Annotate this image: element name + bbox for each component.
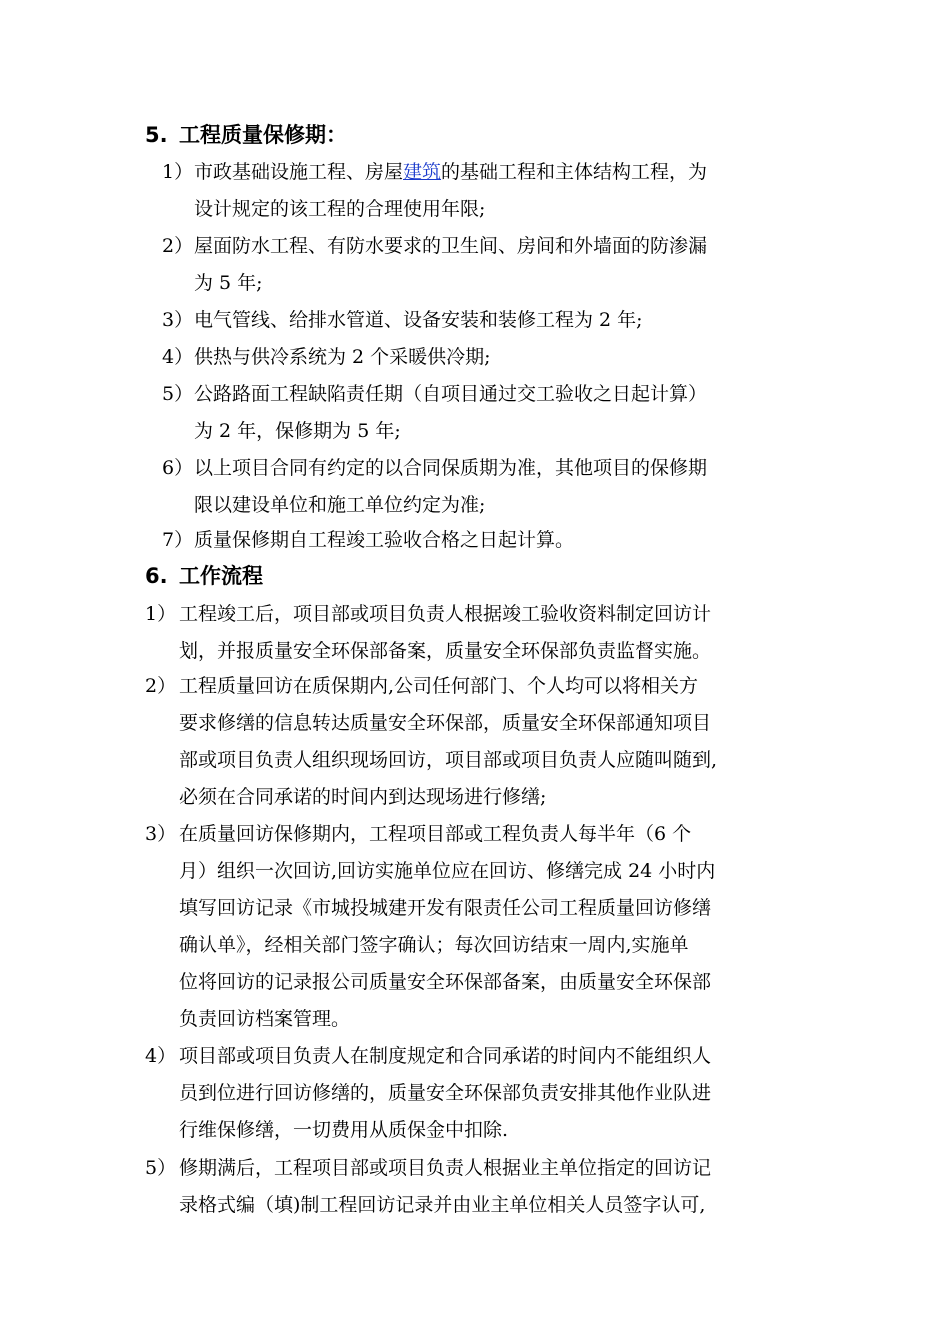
list-item-line: 工程竣工后，项目部或项目负责人根据竣工验收资料制定回访计 — [179, 603, 712, 625]
list-item-marker: 4） — [162, 346, 194, 368]
list-item-line: 确认单》，经相关部门签字确认；每次回访结束一周内,实施单 — [179, 934, 689, 956]
list-item — [145, 668, 717, 816]
list-item-line: 行维保修缮，一切费用从质保金中扣除. — [179, 1119, 509, 1141]
list-item — [162, 450, 707, 524]
list-item-line: 工程质量回访在质保期内,公司任何部门、个人均可以将相关方 — [179, 675, 699, 697]
list-item-line: 为 5 年; — [194, 272, 263, 294]
list-item-line: 以上项目合同有约定的以合同保质期为准，其他项目的保修期 — [194, 457, 708, 479]
list-item — [162, 154, 707, 228]
building-link[interactable]: 建筑 — [403, 161, 442, 183]
list-item-marker: 5） — [162, 383, 194, 405]
list-item-line: 质量保修期自工程竣工验收合格之日起计算。 — [194, 529, 575, 551]
list-item-line: 电气管线、给排水管道、设备安装和装修工程为 2 年; — [194, 309, 643, 331]
list-item-line: 要求修缮的信息转达质量安全环保部，质量安全环保部通知项目 — [179, 712, 712, 734]
list-item-marker: 6） — [162, 457, 194, 479]
list-item-line: 必须在合同承诺的时间内到达现场进行修缮; — [179, 786, 547, 808]
list-item — [162, 376, 707, 450]
list-item-marker: 4） — [145, 1045, 177, 1067]
list-item-line: 公路路面工程缺陷责任期（自项目通过交工验收之日起计算） — [194, 383, 708, 405]
list-item-marker: 3） — [145, 823, 177, 845]
list-item-marker: 1） — [162, 161, 194, 183]
section-6-number: 6. — [145, 564, 168, 588]
list-item — [145, 1150, 711, 1224]
list-item-marker: 5） — [145, 1157, 177, 1179]
list-item — [145, 816, 715, 1038]
list-item — [145, 596, 711, 670]
list-item-line: 屋面防水工程、有防水要求的卫生间、房间和外墙面的防渗漏 — [194, 235, 708, 257]
list-item-line: 修期满后，工程项目部或项目负责人根据业主单位指定的回访记 — [179, 1157, 712, 1179]
list-item — [162, 302, 643, 339]
list-item-line: 项目部或项目负责人在制度规定和合同承诺的时间内不能组织人 — [179, 1045, 712, 1067]
list-item-line: 供热与供冷系统为 2 个采暖供冷期; — [194, 346, 491, 368]
list-item-line: 在质量回访保修期内，工程项目部或工程负责人每半年（6 个 — [179, 823, 692, 845]
list-item-line: 部或项目负责人组织现场回访，项目部或项目负责人应随叫随到, — [179, 749, 718, 771]
section-6-title: 工作流程 — [179, 564, 263, 588]
section-6-heading — [145, 562, 263, 590]
list-item-line: 员到位进行回访修缮的，质量安全环保部负责安排其他作业队进 — [179, 1082, 712, 1104]
list-item-marker: 7） — [162, 529, 194, 551]
section-5-title: 工程质量保修期： — [179, 123, 347, 147]
list-item — [162, 522, 574, 559]
list-item-marker: 3） — [162, 309, 194, 331]
list-item-line: 划，并报质量安全环保部备案，质量安全环保部负责监督实施。 — [179, 640, 712, 662]
list-item-line: 位将回访的记录报公司质量安全环保部备案，由质量安全环保部 — [179, 971, 712, 993]
list-item-marker: 1） — [145, 603, 177, 625]
section-5-heading — [145, 121, 347, 149]
list-item-line: 限以建设单位和施工单位约定为准; — [194, 494, 486, 516]
list-item — [162, 228, 707, 302]
list-item-line: 录格式编（填)制工程回访记录并由业主单位相关人员签字认可, — [179, 1194, 706, 1216]
list-item-line: 为 2 年，保修期为 5 年; — [194, 420, 401, 442]
list-item-line: 月）组织一次回访,回访实施单位应在回访、修缮完成 24 小时内 — [179, 860, 716, 882]
list-item — [145, 1038, 711, 1149]
list-item — [162, 339, 491, 376]
list-item-line: 设计规定的该工程的合理使用年限; — [194, 198, 486, 220]
list-item-marker: 2） — [162, 235, 194, 257]
list-item-line: 填写回访记录《市城投城建开发有限责任公司工程质量回访修缮 — [179, 897, 712, 919]
list-item-marker: 2） — [145, 675, 177, 697]
section-5-number: 5. — [145, 123, 168, 147]
list-item-line: 负责回访档案管理。 — [179, 1008, 351, 1030]
list-item-line: 市政基础设施工程、房屋建筑的基础工程和主体结构工程，为 — [194, 161, 708, 183]
